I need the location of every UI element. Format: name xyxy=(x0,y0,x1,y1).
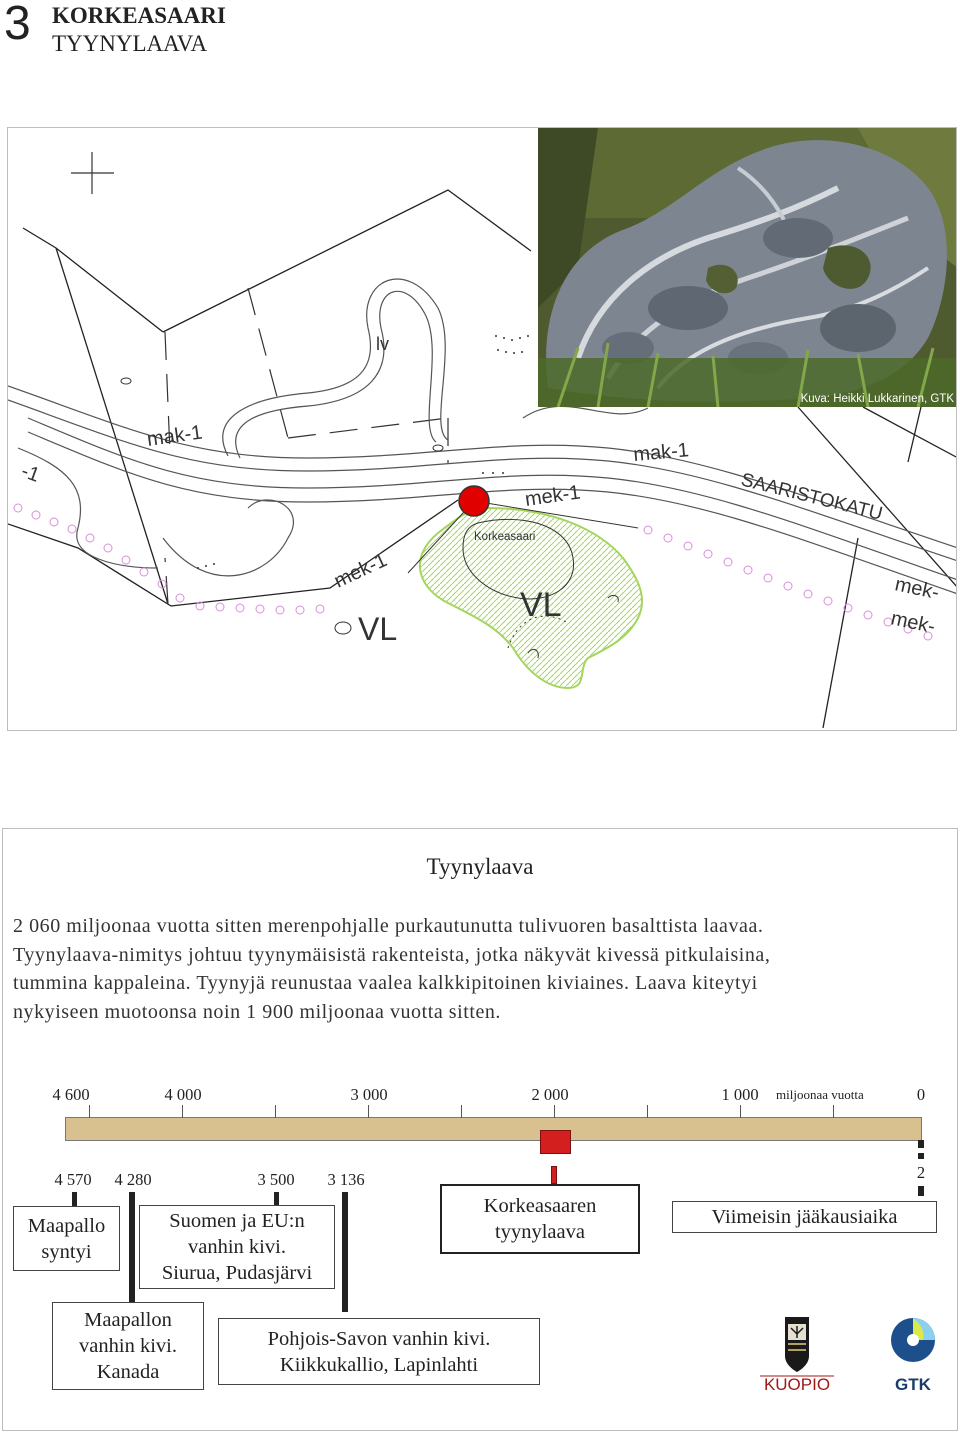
svg-text:GTK: GTK xyxy=(895,1375,931,1394)
event-box-earth: Maapallo syntyi xyxy=(13,1206,120,1271)
event-age-finland: 3 500 xyxy=(257,1170,295,1189)
event-age-canada: 4 280 xyxy=(114,1170,152,1189)
timeline-tick xyxy=(182,1105,183,1118)
indicator-korkeasaari xyxy=(551,1166,557,1184)
event-box-pohjois-savo: Pohjois-Savon vanhin kivi. Kiikkukallio, Lapinlahti xyxy=(218,1318,540,1385)
timeline-tick xyxy=(833,1105,834,1118)
info-body xyxy=(13,912,948,1026)
map-dashed-lines xyxy=(165,288,448,604)
timeline-tick xyxy=(647,1105,648,1118)
page-subtitle: TYYNYLAAVA xyxy=(52,31,208,56)
scale-label-1000: 1 000 xyxy=(721,1085,759,1104)
indicator-pohjois-savo xyxy=(342,1192,348,1312)
indicator-ice-age-3 xyxy=(918,1186,924,1196)
svg-text:KUOPIO: KUOPIO xyxy=(763,1375,831,1394)
event-box-finland: Suomen ja EU:n vanhin kivi. Siurua, Pudasjärvi xyxy=(139,1205,335,1289)
timeline-tick xyxy=(89,1105,90,1118)
map-label-edge: -1 xyxy=(18,460,43,487)
info-line: tummina kappaleina. Tyynyjä reunustaa vaalea kalkkipitoinen kiviaines. Laava kiteytyi xyxy=(13,972,758,994)
scale-label-2000: 2 000 xyxy=(531,1085,569,1104)
location-marker xyxy=(459,486,489,516)
map-label-site: Korkeasaari xyxy=(474,531,536,543)
scale-label-0: 0 xyxy=(916,1085,926,1104)
scale-label-4000: 4 000 xyxy=(164,1085,202,1104)
timeline-tick xyxy=(740,1105,741,1118)
map-label-street: SAARISTOKATU xyxy=(738,469,885,525)
info-line: Tyynylaava-nimitys johtuu tyynymäisistä rakenteista, jotka näkyvät kivessä pitkulaisina, xyxy=(13,943,771,966)
map-label-vl-center: VL xyxy=(520,586,562,624)
map-crosshair xyxy=(71,152,114,194)
event-age-ice-age: 2 xyxy=(916,1163,926,1182)
rock-photo xyxy=(538,128,957,407)
timeline-bar xyxy=(65,1117,922,1141)
event-age-earth: 4 570 xyxy=(54,1170,92,1189)
map-label-vl-left: VL xyxy=(358,611,398,647)
page-number: 3 xyxy=(4,0,29,50)
map-label-mak1-right: mak-1 xyxy=(632,439,690,466)
scale-label-4600: 4 600 xyxy=(52,1085,90,1104)
map-label-mak1-left: mak-1 xyxy=(145,421,204,451)
map-label-mek1-left: mek-1 xyxy=(330,549,391,593)
event-box-canada: Maapallon vanhin kivi. Kanada xyxy=(52,1302,204,1390)
event-box-ice-age: Viimeisin jääkausiaika xyxy=(672,1201,937,1233)
indicator-ice-age-1 xyxy=(918,1140,924,1148)
map-label-mek-right-1: mek- xyxy=(892,573,942,605)
scale-label-3000: 3 000 xyxy=(350,1085,388,1104)
gtk-logo xyxy=(887,1316,939,1396)
timeline-tick xyxy=(554,1105,555,1118)
timeline-highlight-korkeasaari xyxy=(540,1130,571,1154)
event-box-korkeasaari: Korkeasaaren tyynylaava xyxy=(440,1184,640,1254)
info-title: Tyynylaava xyxy=(426,854,534,879)
page-title: KORKEASAARI xyxy=(52,3,226,28)
indicator-ice-age-2 xyxy=(918,1153,924,1159)
timeline-tick xyxy=(461,1105,462,1118)
event-age-pohjois-savo: 3 136 xyxy=(327,1170,365,1189)
scale-unit: miljoonaa vuotta xyxy=(776,1087,864,1102)
timeline-tick xyxy=(275,1105,276,1118)
timeline-tick xyxy=(368,1105,369,1118)
site-map xyxy=(7,127,957,731)
map-label-mek-right-2: mek- xyxy=(888,607,938,639)
kuopio-logo xyxy=(757,1314,837,1394)
info-line: nykyiseen muotoonsa noin 1 900 miljoonaa vuotta sitten. xyxy=(13,1000,501,1023)
map-label-lv: lv xyxy=(376,334,389,354)
indicator-canada xyxy=(129,1192,135,1302)
info-line: 2 060 miljoonaa vuotta sitten merenpohjalle purkautunutta tulivuoren basalttista laavaa. xyxy=(13,915,764,937)
photo-credit: Kuva: Heikki Lukkarinen, GTK xyxy=(800,393,954,405)
map-label-mek1-top: mek-1 xyxy=(523,481,582,511)
